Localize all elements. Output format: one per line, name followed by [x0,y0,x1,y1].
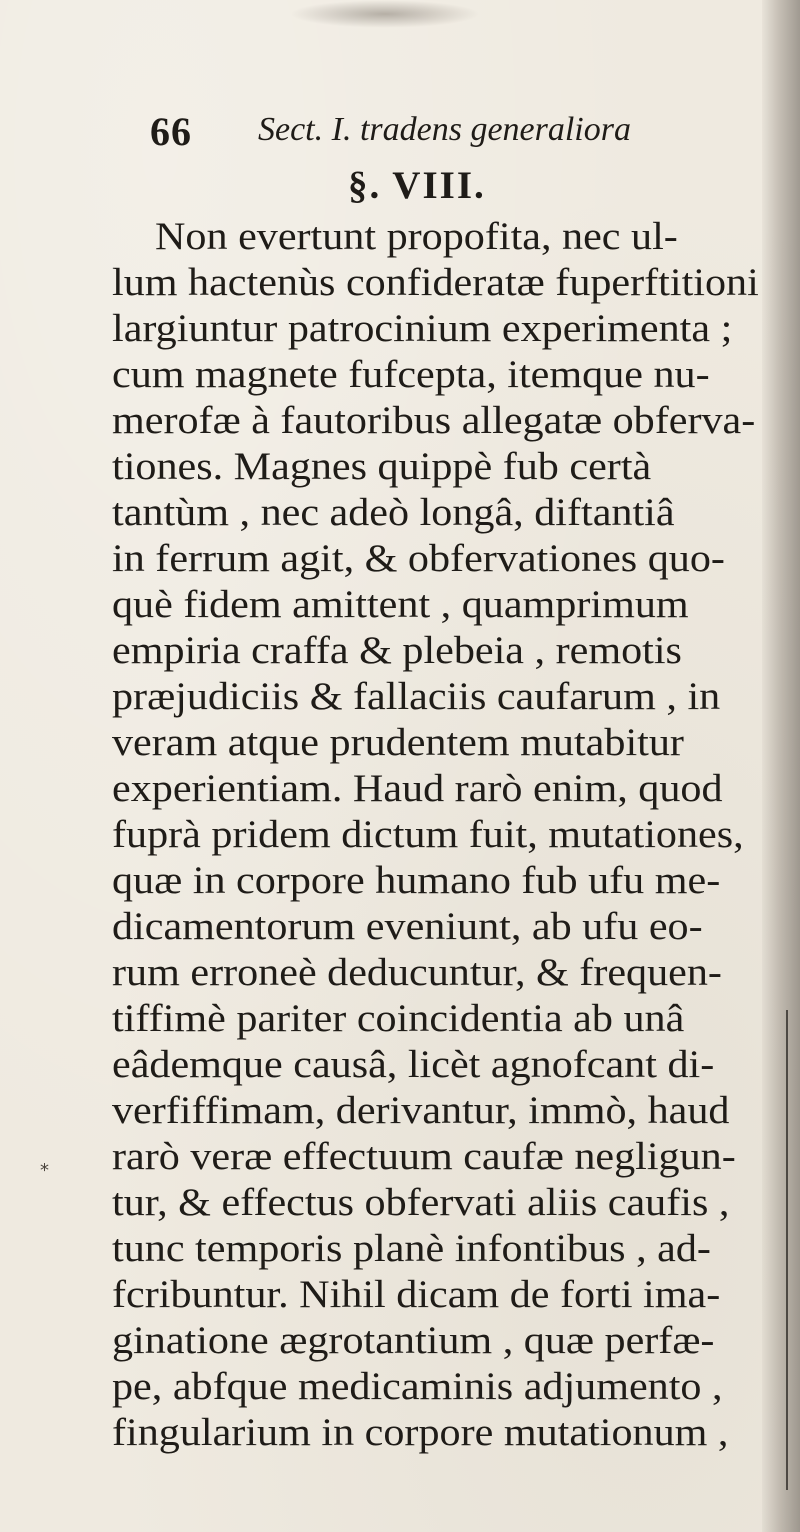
margin-mark: * [40,1160,49,1181]
text-line: ginatione ægrotantium , quæ perfæ- [112,1319,715,1362]
page-number: 66 [150,109,192,154]
text-line: verfiffimam, derivantur, immò, haud [112,1089,730,1132]
section-heading: §. VIII. [348,164,486,207]
text-line: fcribuntur. Nihil dicam de forti ima- [112,1273,721,1316]
text-line: tiones. Magnes quippè fub certà [112,445,652,488]
text-line: cum magnete fufcepta, itemque nu- [112,353,710,396]
text-line: pe, abfque medicaminis adjumento , [112,1365,723,1408]
text-line: fuprà pridem dictum fuit, mutationes, [112,813,744,856]
text-line: tantùm , nec adeò longâ, diftantiâ [112,491,675,534]
text-line: rarò veræ effectuum caufæ negligun- [112,1135,736,1178]
running-head-title: Sect. I. tradens generaliora [258,111,631,148]
text-line: tiffimè pariter coincidentia ab unâ [112,997,685,1040]
text-line: fingularium in corpore mutationum , [112,1411,729,1454]
text-line: experientiam. Haud rarò enim, quod [112,767,723,810]
text-line: rum erroneè deducuntur, & frequen- [112,951,722,994]
text-line: empiria craffa & plebeia , remotis [112,629,682,672]
text-line: quæ in corpore humano fub ufu me- [112,859,721,902]
text-line: dicamentorum eveniunt, ab ufu eo- [112,905,703,948]
text-line: tur, & effectus obfervati aliis caufis , [112,1181,730,1224]
text-line: præjudiciis & fallaciis caufarum , in [112,675,721,718]
text-line: eâdemque causâ, licèt agnofcant di- [112,1043,715,1086]
text-line: lum hactenùs confideratæ fuperftitioni [112,261,759,304]
text-line: veram atque prudentem mutabitur [112,721,684,764]
text-line: què fidem amittent , quamprimum [112,583,689,626]
text-line: largiuntur patrocinium experimenta ; [112,307,733,350]
text-line: Non evertunt propofita, nec ul- [155,215,678,258]
text-line: tunc temporis planè infontibus , ad- [112,1227,711,1270]
text-line: merofæ à fautoribus allegatæ obferva- [112,399,756,442]
text-line: in ferrum agit, & obfervationes quo- [112,537,725,580]
